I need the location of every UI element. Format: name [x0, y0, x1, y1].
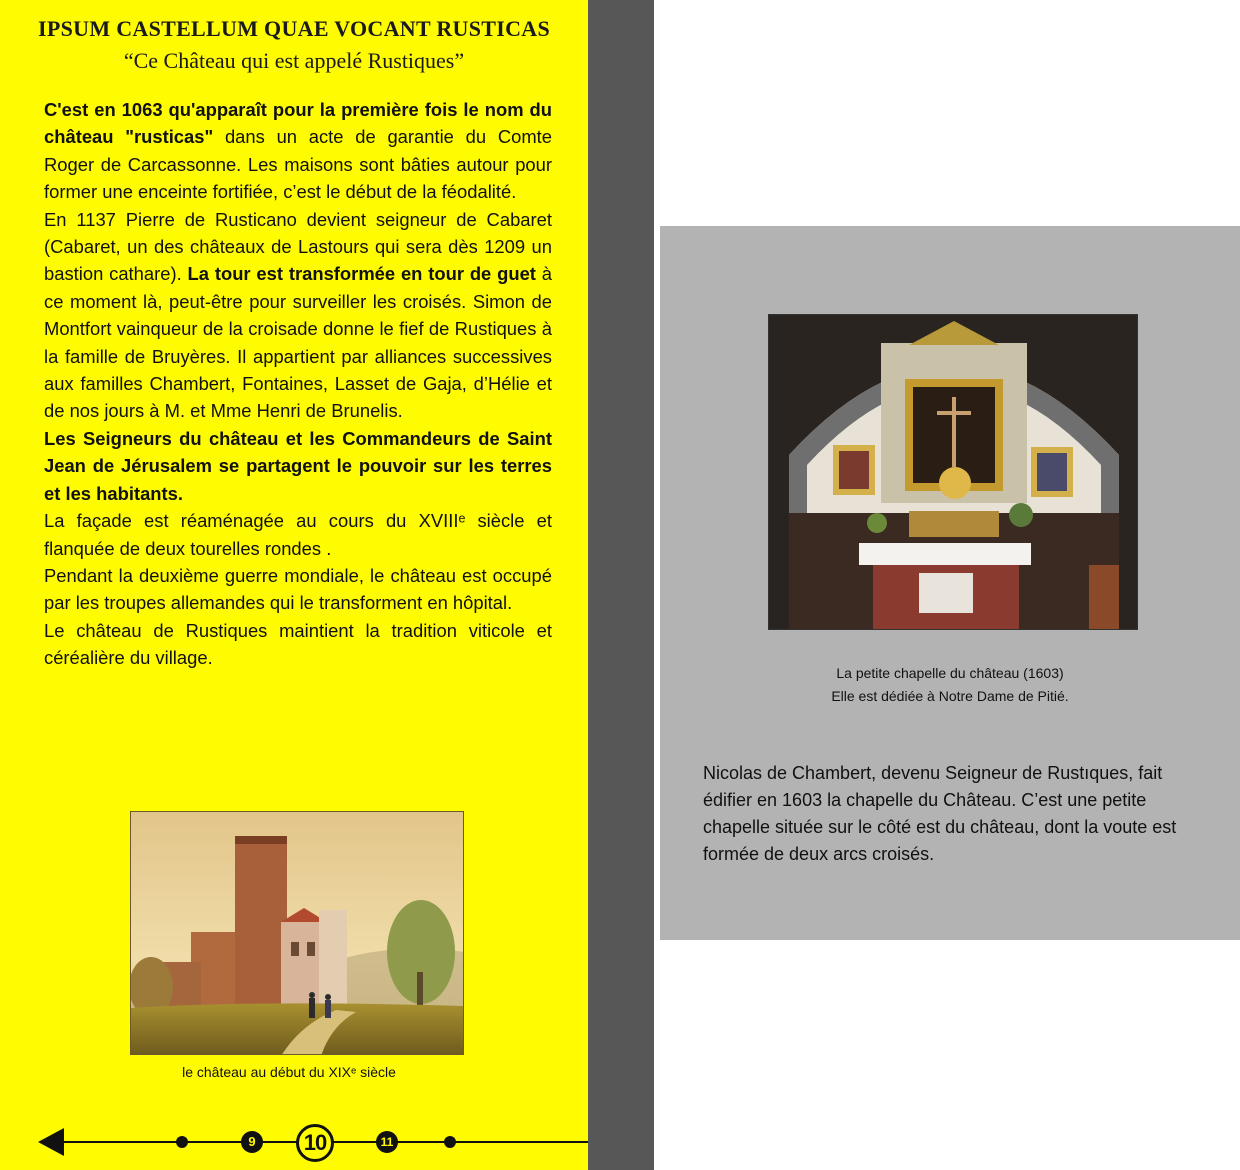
chapel-caption-line: La petite chapelle du château (1603): [836, 665, 1064, 681]
page-gutter: [588, 0, 654, 1170]
paragraph-1137: [44, 206, 552, 425]
chapel-text: Nicolas de Chambert, devenu Seigneur de Rustıques, fait édifier en 1603 la chapelle du Château. C’est une petite chapelle située sur le côté est du château, dont la voute est formée de deux arcs croisés.: [703, 763, 1177, 864]
painting-caption: le château au début du XIXᵉ siècle: [182, 1064, 396, 1080]
bold-text: C'est en 1063 qu'apparaît pour la première fois le nom du château "rusticas": [44, 99, 552, 148]
paragraph-1063: [44, 96, 552, 206]
page-dot[interactable]: [176, 1136, 188, 1148]
previous-arrow-icon[interactable]: [38, 1128, 64, 1156]
chapel-caption: [760, 662, 1140, 708]
right-page: [660, 226, 1240, 940]
paragraph-seigneurs: [44, 425, 552, 507]
page-dot[interactable]: [444, 1136, 456, 1148]
history-text: [44, 96, 552, 672]
chapel-photo-image: [769, 315, 1138, 630]
page-navigation: [0, 1110, 588, 1170]
paragraph-text: à ce moment là, peut-être pour surveiller les croisés. Simon de Montfort vainqueur de la croisade donne le fief de Rustiques à la famille de Bruyères. Il appartient par alliances successives aux familles Chambert, Fontaines, Lasset de Gaja, d’Hélie et de nos jours à M. et Mme Henri de Brunelis.: [44, 263, 552, 422]
bold-text: Les Seigneurs du château et les Commandeurs de Saint Jean de Jérusalem se partagent le pouvoir sur les terres et les habitants.: [44, 427, 552, 504]
current-page-indicator: 10: [296, 1124, 334, 1162]
paragraph-tradition: Le château de Rustiques maintient la tradition viticole et céréalière du village.: [44, 619, 552, 669]
paragraph-guerre: Pendant la deuxième guerre mondiale, le château est occupé par les troupes allemandes qui le transforment en hôpital.: [44, 564, 552, 614]
castle-painting: [130, 811, 464, 1055]
chapel-caption-line: Elle est dédiée à Notre Dame de Pitié.: [831, 688, 1069, 704]
paragraph-text: dans un acte de garantie du Comte Roger de Carcassonne. Les maisons sont bâties autour pour former une enceinte fortifiée, c’est le début de la féodalité.: [44, 126, 552, 203]
page-subtitle: “Ce Château qui est appelé Rustiques”: [123, 48, 465, 73]
page-9-button[interactable]: 9: [241, 1131, 263, 1153]
left-page: [0, 0, 588, 1170]
bold-text: La tour est transformée en tour de guet: [187, 263, 536, 285]
castle-painting-image: [131, 812, 464, 1055]
chapel-photo: [768, 314, 1138, 630]
paragraph-facade: La façade est réaménagée au cours du XVIIIᵉ siècle et flanquée de deux tourelles rondes .: [44, 510, 552, 559]
page-title: IPSUM CASTELLUM QUAE VOCANT RUSTICAS: [38, 16, 550, 41]
page-11-button[interactable]: 11: [376, 1131, 398, 1153]
paragraph-text: En 1137 Pierre de Rusticano devient seigneur de Cabaret (Cabaret, un des châteaux de Lastours qui sera dès 1209 un bastion cathare).: [44, 208, 552, 285]
